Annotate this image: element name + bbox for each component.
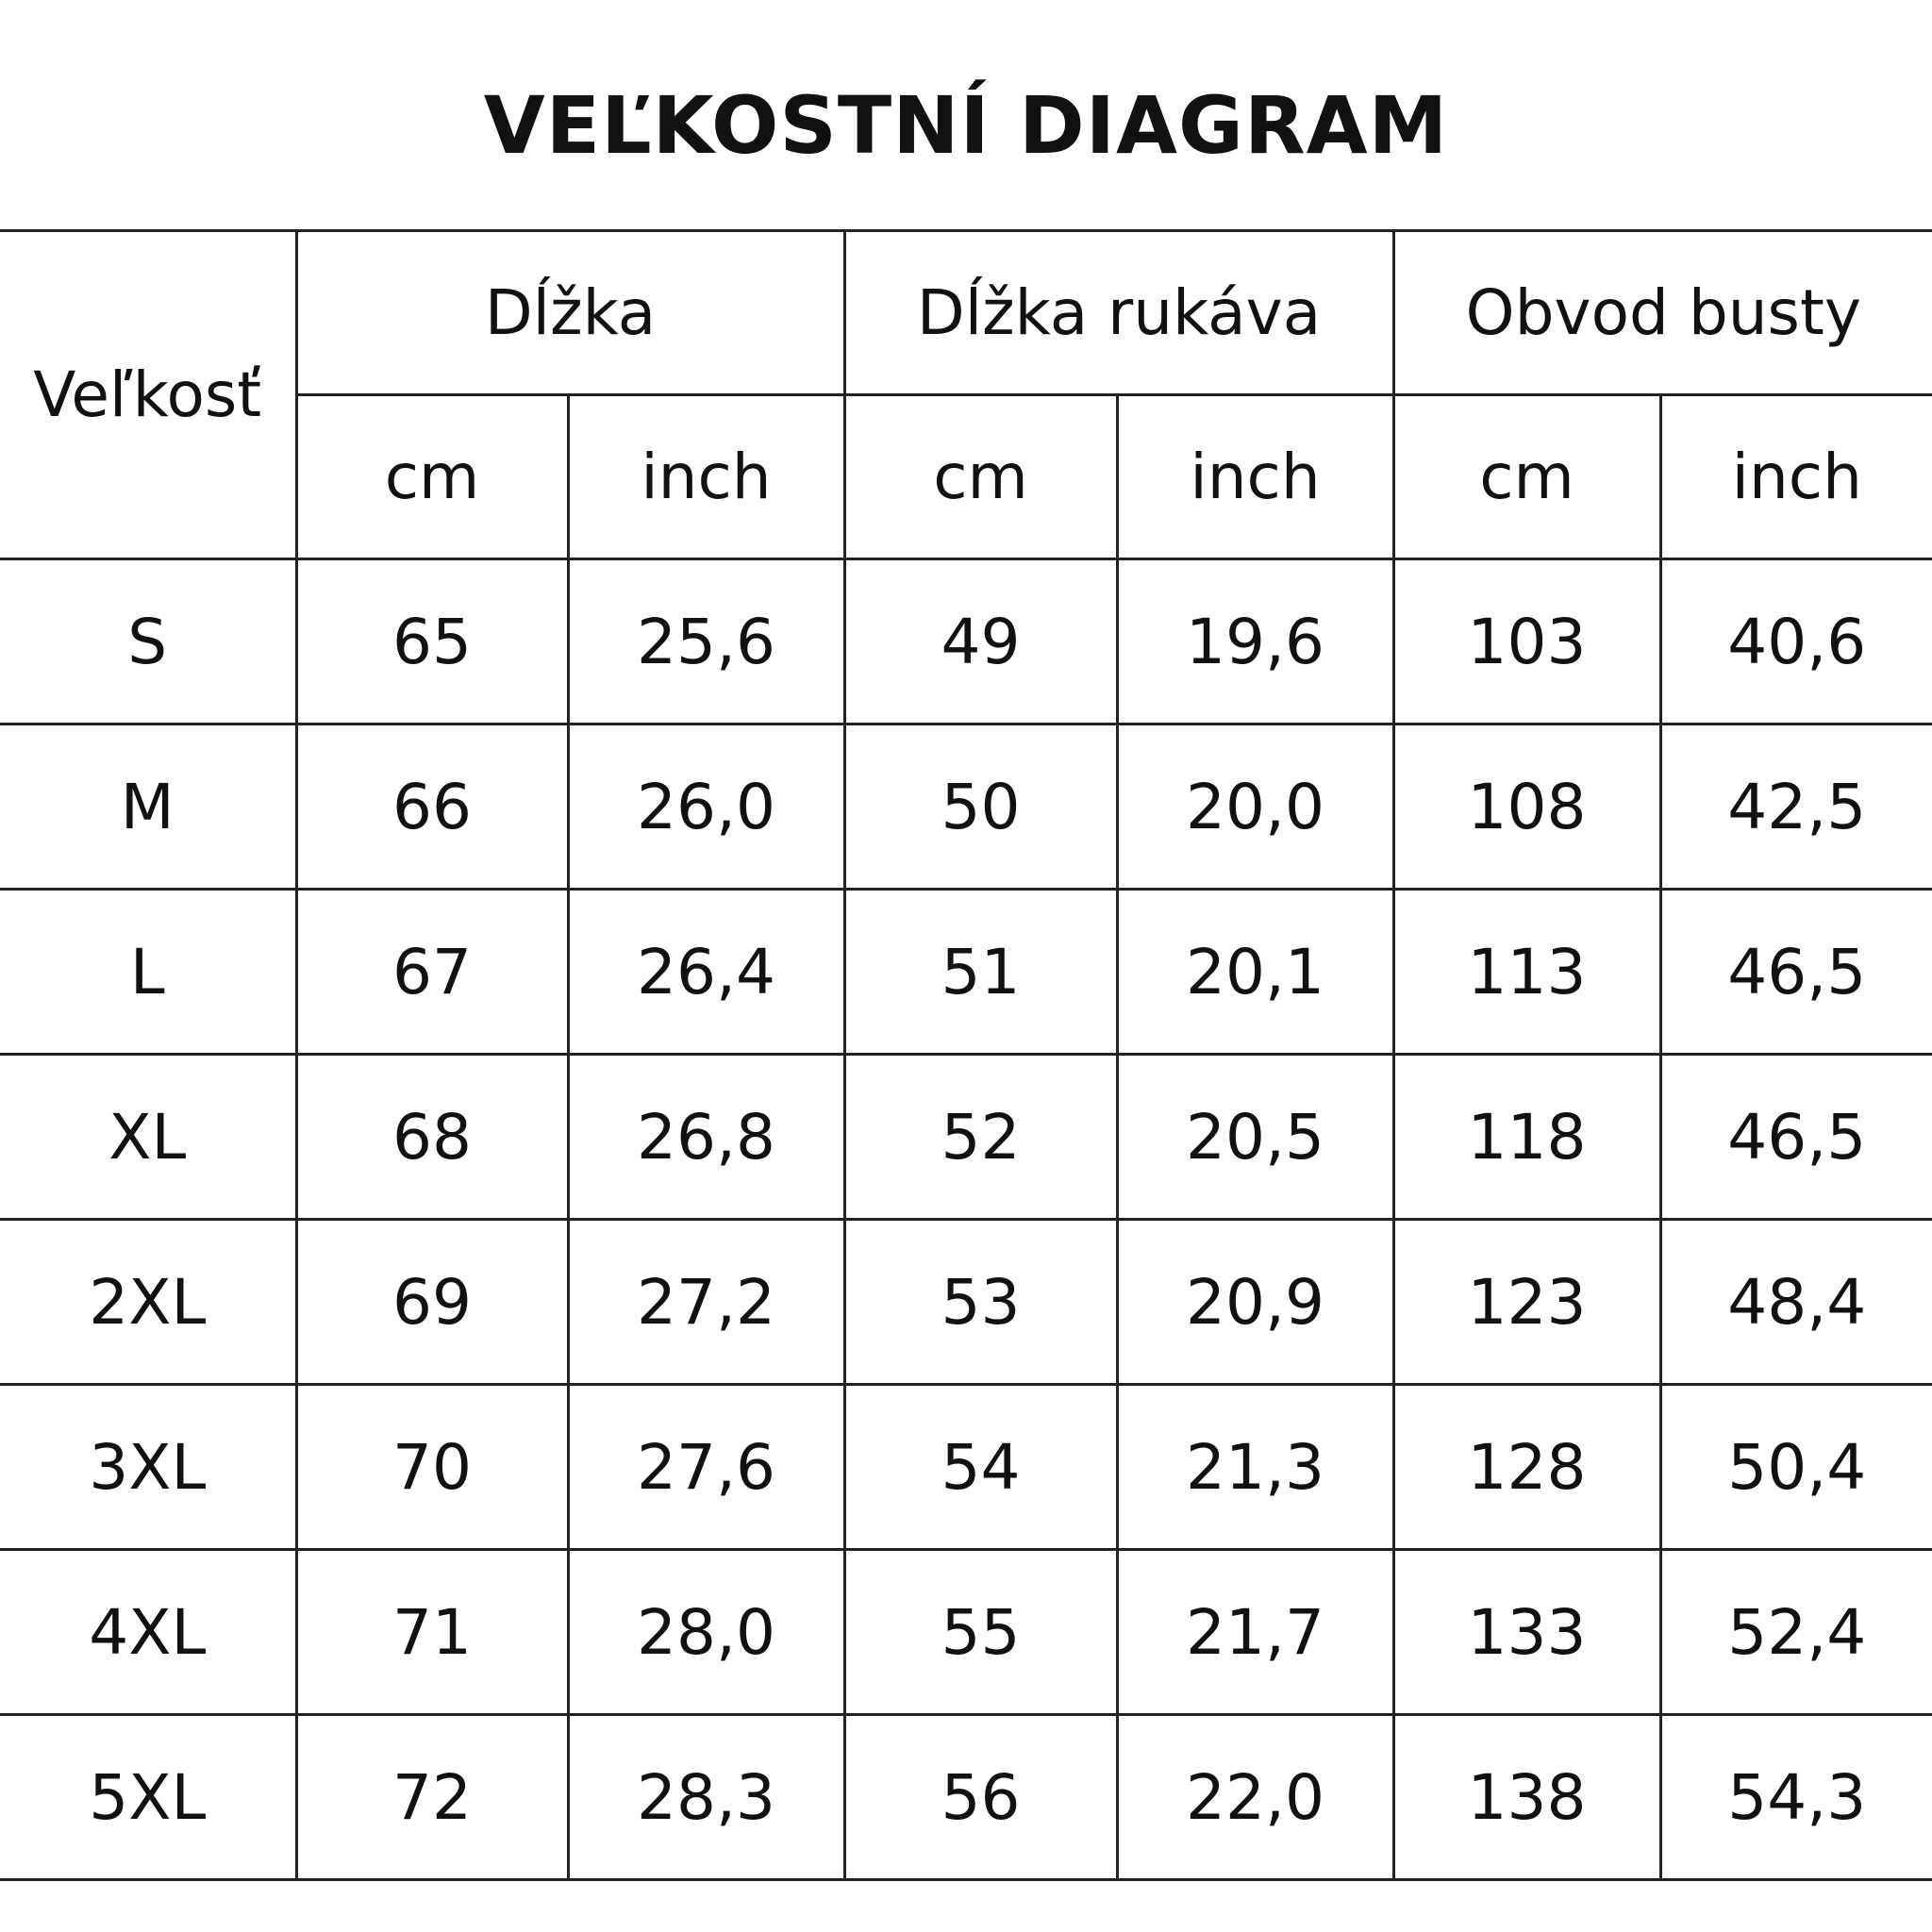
value-cell: 26,8 bbox=[568, 1055, 844, 1220]
value-cell: 52,4 bbox=[1660, 1550, 1932, 1715]
value-cell: 53 bbox=[844, 1220, 1117, 1385]
value-cell: 51 bbox=[844, 890, 1117, 1055]
value-cell: 26,0 bbox=[568, 724, 844, 890]
page-title: VEĽKOSTNÍ DIAGRAM bbox=[483, 79, 1449, 172]
table-row bbox=[0, 1550, 1932, 1715]
size-cell: 4XL bbox=[0, 1550, 296, 1715]
value-cell: 67 bbox=[296, 890, 568, 1055]
size-cell: L bbox=[0, 890, 296, 1055]
value-cell: 27,2 bbox=[568, 1220, 844, 1385]
value-cell: 46,5 bbox=[1660, 1055, 1932, 1220]
size-column-header: Veľkosť bbox=[0, 231, 296, 559]
value-cell: 123 bbox=[1393, 1220, 1660, 1385]
value-cell: 20,5 bbox=[1117, 1055, 1393, 1220]
value-cell: 55 bbox=[844, 1550, 1117, 1715]
unit-header: inch bbox=[1660, 395, 1932, 559]
table-body bbox=[0, 559, 1932, 1880]
value-cell: 133 bbox=[1393, 1550, 1660, 1715]
value-cell: 68 bbox=[296, 1055, 568, 1220]
value-cell: 20,9 bbox=[1117, 1220, 1393, 1385]
table-row bbox=[0, 1385, 1932, 1550]
value-cell: 50 bbox=[844, 724, 1117, 890]
value-cell: 28,0 bbox=[568, 1550, 844, 1715]
table-row bbox=[0, 1055, 1932, 1220]
value-cell: 40,6 bbox=[1660, 559, 1932, 724]
bust-circumference-header: Obvod busty bbox=[1393, 231, 1932, 395]
value-cell: 20,0 bbox=[1117, 724, 1393, 890]
header-row-groups bbox=[0, 231, 1932, 395]
value-cell: 48,4 bbox=[1660, 1220, 1932, 1385]
size-chart-table bbox=[0, 229, 1932, 1881]
size-cell: S bbox=[0, 559, 296, 724]
value-cell: 25,6 bbox=[568, 559, 844, 724]
value-cell: 70 bbox=[296, 1385, 568, 1550]
size-cell: XL bbox=[0, 1055, 296, 1220]
value-cell: 138 bbox=[1393, 1715, 1660, 1880]
size-cell: 2XL bbox=[0, 1220, 296, 1385]
value-cell: 72 bbox=[296, 1715, 568, 1880]
size-cell: 5XL bbox=[0, 1715, 296, 1880]
value-cell: 66 bbox=[296, 724, 568, 890]
value-cell: 42,5 bbox=[1660, 724, 1932, 890]
sleeve-length-header: Dĺžka rukáva bbox=[844, 231, 1393, 395]
size-cell: M bbox=[0, 724, 296, 890]
value-cell: 128 bbox=[1393, 1385, 1660, 1550]
value-cell: 49 bbox=[844, 559, 1117, 724]
table-row bbox=[0, 1220, 1932, 1385]
value-cell: 54,3 bbox=[1660, 1715, 1932, 1880]
table-row bbox=[0, 724, 1932, 890]
value-cell: 50,4 bbox=[1660, 1385, 1932, 1550]
value-cell: 54 bbox=[844, 1385, 1117, 1550]
value-cell: 27,6 bbox=[568, 1385, 844, 1550]
value-cell: 103 bbox=[1393, 559, 1660, 724]
value-cell: 118 bbox=[1393, 1055, 1660, 1220]
value-cell: 46,5 bbox=[1660, 890, 1932, 1055]
value-cell: 21,3 bbox=[1117, 1385, 1393, 1550]
unit-header: inch bbox=[1117, 395, 1393, 559]
value-cell: 108 bbox=[1393, 724, 1660, 890]
value-cell: 69 bbox=[296, 1220, 568, 1385]
unit-header: cm bbox=[844, 395, 1117, 559]
size-cell: 3XL bbox=[0, 1385, 296, 1550]
value-cell: 71 bbox=[296, 1550, 568, 1715]
value-cell: 21,7 bbox=[1117, 1550, 1393, 1715]
value-cell: 26,4 bbox=[568, 890, 844, 1055]
unit-header: cm bbox=[296, 395, 568, 559]
value-cell: 52 bbox=[844, 1055, 1117, 1220]
value-cell: 22,0 bbox=[1117, 1715, 1393, 1880]
value-cell: 65 bbox=[296, 559, 568, 724]
table-row bbox=[0, 890, 1932, 1055]
unit-header: cm bbox=[1393, 395, 1660, 559]
length-header: Dĺžka bbox=[296, 231, 844, 395]
table-row bbox=[0, 1715, 1932, 1880]
value-cell: 20,1 bbox=[1117, 890, 1393, 1055]
value-cell: 19,6 bbox=[1117, 559, 1393, 724]
table-row bbox=[0, 559, 1932, 724]
value-cell: 28,3 bbox=[568, 1715, 844, 1880]
unit-header: inch bbox=[568, 395, 844, 559]
value-cell: 113 bbox=[1393, 890, 1660, 1055]
value-cell: 56 bbox=[844, 1715, 1117, 1880]
